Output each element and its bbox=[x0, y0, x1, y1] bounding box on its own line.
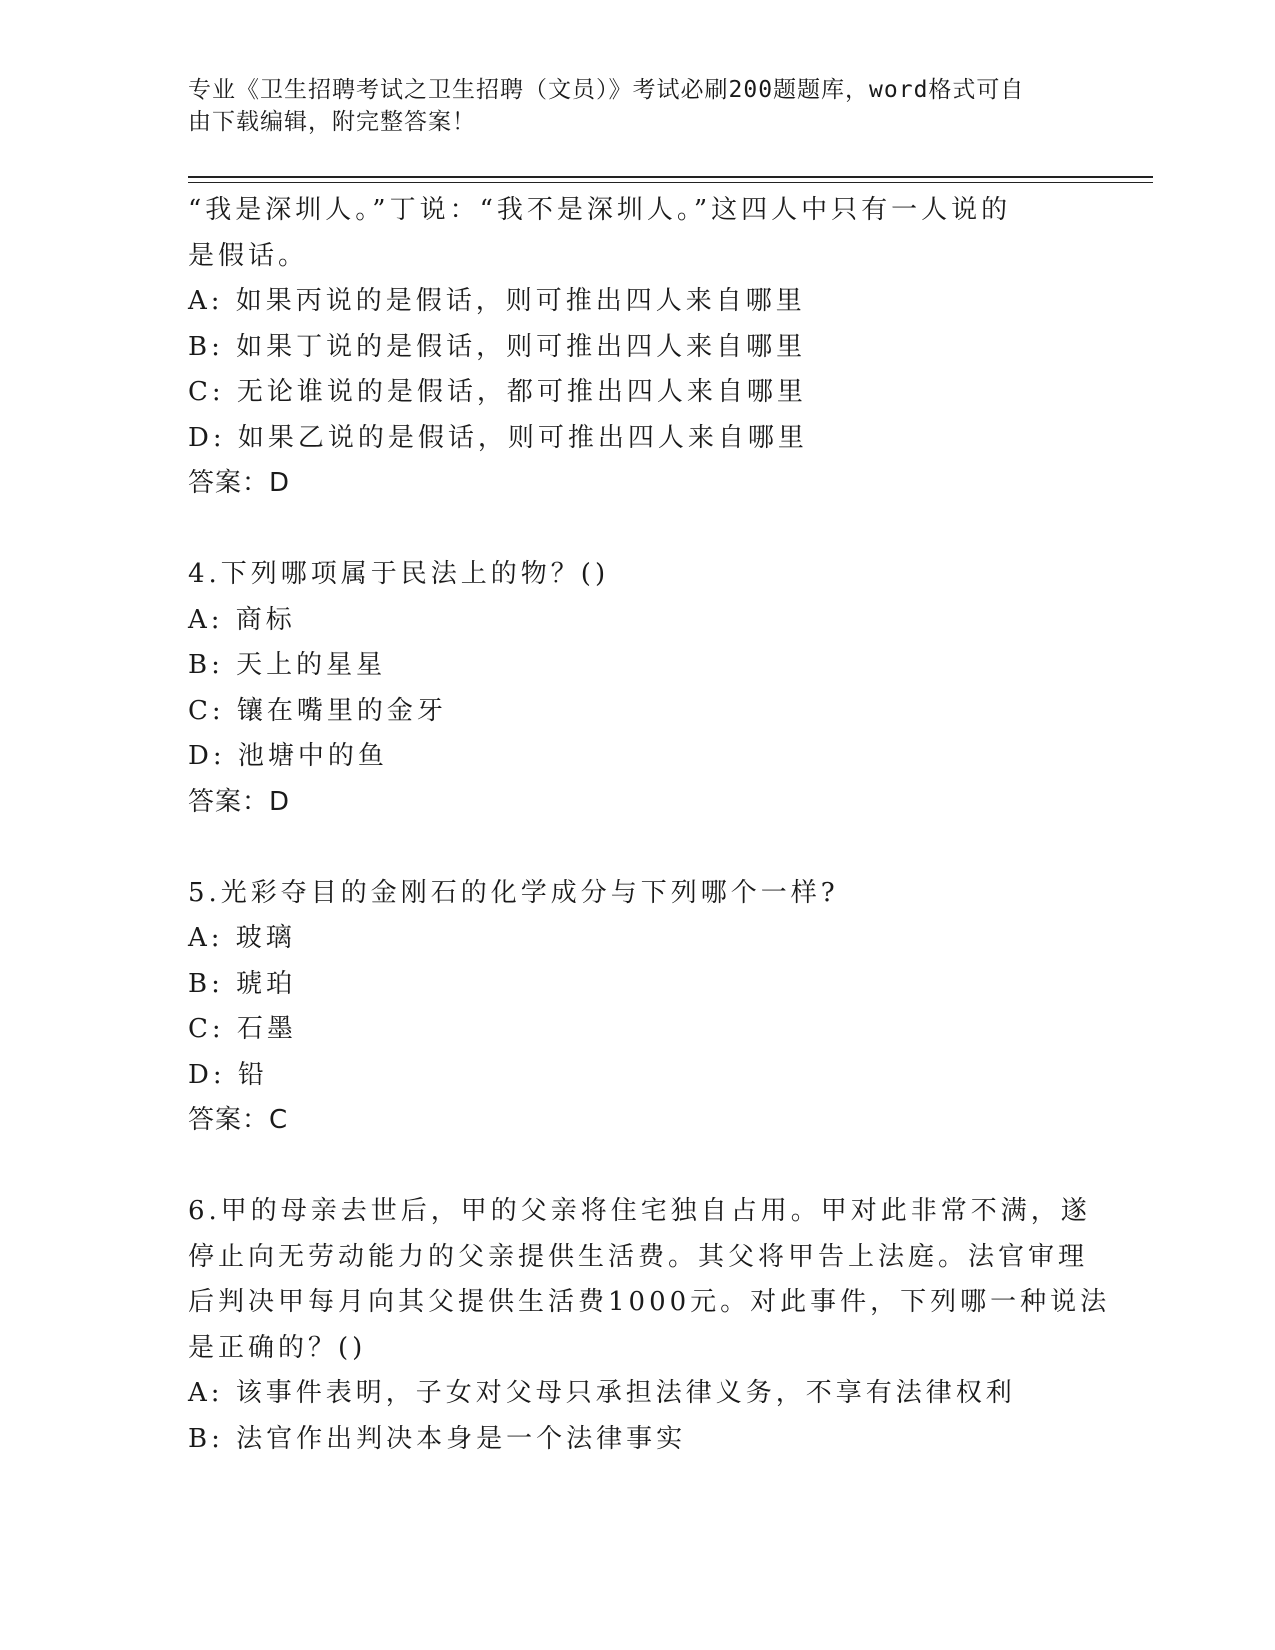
option-d: D: 池塘中的鱼 bbox=[188, 741, 388, 771]
header-divider-thick bbox=[188, 176, 1153, 178]
spacer bbox=[188, 507, 1088, 553]
option-a: A: 玻璃 bbox=[188, 923, 296, 953]
question-6 bbox=[188, 1189, 1111, 1462]
question-stem-line: 是正确的？() bbox=[188, 1332, 367, 1363]
option-c: C: 镶在嘴里的金牙 bbox=[188, 695, 447, 726]
option-c: C: 石墨 bbox=[188, 1014, 297, 1044]
question-stem-line: 停止向无劳动能力的父亲提供生活费。其父将甲告上法庭。法官审理 bbox=[188, 1241, 1089, 1272]
answer-line: 答案：C bbox=[188, 1105, 289, 1135]
option-a: A: 商标 bbox=[188, 604, 296, 635]
question-stem-line: 4.下列哪项属于民法上的物？() bbox=[188, 559, 610, 589]
option-b: B: 如果丁说的是假话，则可推出四人来自哪里 bbox=[188, 331, 807, 362]
header-divider-thin bbox=[188, 182, 1153, 183]
option-a: A: 如果丙说的是假话，则可推出四人来自哪里 bbox=[188, 286, 806, 316]
question-5 bbox=[188, 871, 1088, 1144]
option-d: D: 铅 bbox=[188, 1059, 268, 1090]
question-3 bbox=[188, 188, 1088, 507]
header-line-1: 专业《卫生招聘考试之卫生招聘（文员）》考试必刷200题题库，word格式可自 bbox=[188, 77, 1025, 103]
question-stem-line: 5.光彩夺目的金刚石的化学成分与下列哪个一样? bbox=[188, 877, 839, 908]
question-stem-line: 后判决甲每月向其父提供生活费1000元。对此事件，下列哪一种说法 bbox=[188, 1287, 1111, 1317]
question-stem-line: 6.甲的母亲去世后，甲的父亲将住宅独自占用。甲对此非常不满，遂 bbox=[188, 1196, 1091, 1226]
option-b: B: 琥珀 bbox=[188, 968, 297, 999]
option-b: B: 天上的星星 bbox=[188, 650, 387, 680]
option-c: C: 无论谁说的是假话，都可推出四人来自哪里 bbox=[188, 377, 807, 407]
answer-line: 答案：D bbox=[188, 786, 291, 817]
spacer bbox=[188, 825, 1088, 871]
option-a: A: 该事件表明，子女对父母只承担法律义务，不享有法律权利 bbox=[188, 1378, 1016, 1408]
spacer bbox=[188, 1144, 1088, 1190]
question-4 bbox=[188, 552, 1088, 825]
header-line-2: 由下载编辑，附完整答案！ bbox=[188, 109, 476, 135]
option-d: D: 如果乙说的是假话，则可推出四人来自哪里 bbox=[188, 422, 808, 453]
document-header bbox=[188, 74, 1068, 138]
question-stem-line: 是假话。 bbox=[188, 240, 309, 271]
document-body bbox=[188, 188, 1111, 1462]
question-stem-line: “我是深圳人。”丁说：“我不是深圳人。”这四人中只有一人说的 bbox=[188, 195, 1012, 225]
answer-line: 答案：D bbox=[188, 468, 291, 498]
option-b: B: 法官作出判决本身是一个法律事实 bbox=[188, 1423, 687, 1454]
